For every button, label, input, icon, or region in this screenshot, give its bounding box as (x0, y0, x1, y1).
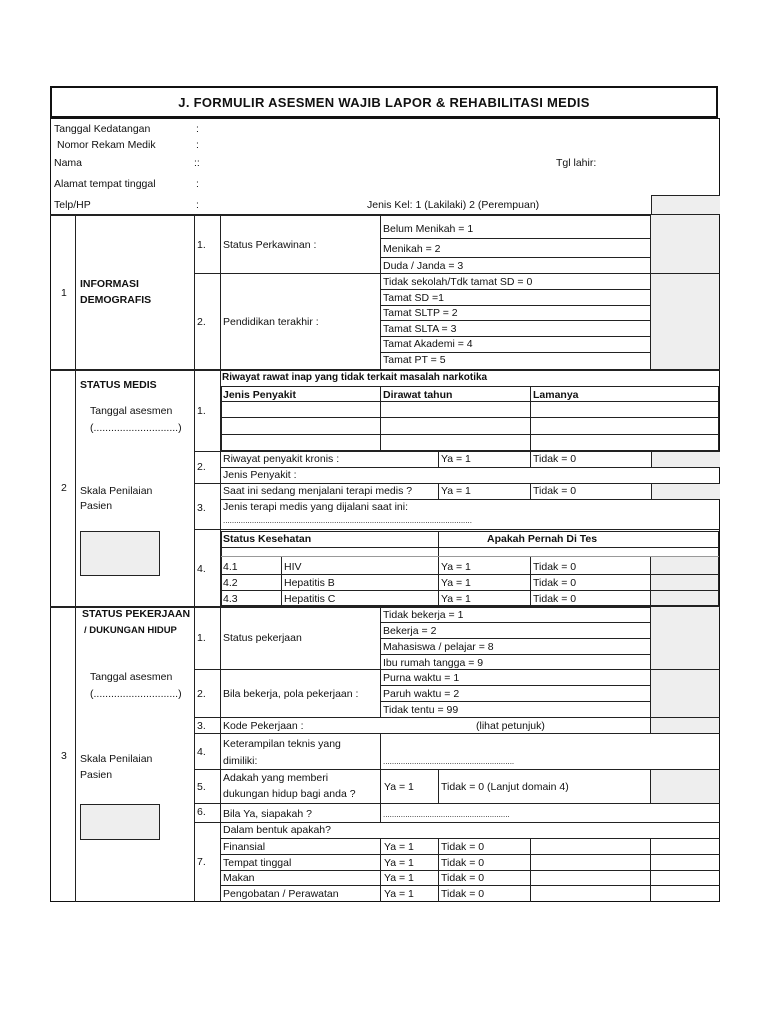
question-number: 2. (197, 316, 206, 328)
label-skala: Pasien (80, 769, 113, 781)
option: Tamat PT = 5 (383, 354, 446, 366)
riwayat-heading: Riwayat rawat inap yang tidak terkait masalah narkotika (222, 372, 488, 383)
option-tidak: Tidak = 0 (441, 841, 485, 853)
section-title: STATUS PEKERJAAN (82, 608, 191, 620)
divider (380, 769, 381, 803)
divider (221, 417, 719, 418)
divider (194, 529, 720, 530)
divider (380, 336, 650, 337)
label-tanggal-asesmen: Tanggal asesmen (90, 405, 173, 417)
answer-line[interactable]: ................................................................................................................ (223, 516, 472, 525)
divider (194, 483, 720, 484)
test-no: 4.2 (223, 577, 238, 589)
question-pola-pekerjaan: Bila bekerja, pola pekerjaan : (223, 688, 359, 700)
option-ya: Ya = 1 (441, 577, 471, 589)
colon: :: (194, 157, 200, 169)
divider (438, 483, 439, 499)
label-tanggal-asesmen: Tanggal asesmen (90, 671, 173, 683)
divider (194, 370, 195, 606)
option: Duda / Janda = 3 (383, 260, 464, 272)
divider (221, 556, 719, 557)
option-tidak: Tidak = 0 (533, 593, 577, 605)
divider (380, 803, 381, 822)
colon: : (196, 139, 199, 151)
question-pendidikan: Pendidikan terakhir : (223, 316, 319, 328)
colon: : (196, 123, 199, 135)
option-tidak: Tidak = 0 (533, 561, 577, 573)
divider (438, 838, 439, 902)
bentuk-label: Finansial (223, 841, 266, 853)
option: Belum Menikah = 1 (383, 223, 474, 235)
divider (650, 838, 651, 902)
option-tidak: Tidak = 0 (441, 872, 485, 884)
divider (50, 369, 720, 371)
bentuk-label: Tempat tinggal (223, 857, 292, 869)
divider (530, 451, 531, 467)
col-dirawat-tahun: Dirawat tahun (383, 389, 453, 401)
option-ya: Ya = 1 (441, 453, 471, 465)
col-jenis-penyakit: Jenis Penyakit (223, 389, 296, 401)
colon: : (196, 178, 199, 190)
option: Tamat SLTP = 2 (383, 307, 458, 319)
option: Tidak bekerja = 1 (383, 609, 464, 621)
question-bentuk: Dalam bentuk apakah? (223, 824, 331, 836)
divider (438, 451, 439, 467)
label-skala: Skala Penilaian (80, 753, 153, 765)
label-skala: Skala Penilaian (80, 485, 153, 497)
divider (281, 556, 282, 606)
divider (75, 215, 76, 369)
option: Tidak tentu = 99 (383, 704, 459, 716)
question-number: 2. (197, 461, 206, 473)
option: Purna waktu = 1 (383, 672, 460, 684)
question-kode-pekerjaan: Kode Pekerjaan : (223, 720, 304, 732)
test-name: Hepatitis B (284, 577, 335, 589)
label-tanggal-kedatangan: Tanggal Kedatangan (54, 123, 151, 135)
skala-input-box[interactable] (80, 804, 160, 840)
divider (194, 769, 720, 770)
divider (220, 885, 720, 886)
question-jenis-terapi: Jenis terapi medis yang dijalani saat ini: (223, 501, 409, 513)
question-number: 1. (197, 405, 206, 417)
test-name: HIV (284, 561, 302, 573)
option-tidak: Tidak = 0 (441, 857, 485, 869)
divider (194, 803, 720, 804)
option-ya: Ya = 1 (441, 561, 471, 573)
divider (651, 574, 719, 575)
divider (194, 717, 720, 718)
label-telp: Telp/HP (54, 199, 91, 211)
divider (194, 822, 720, 823)
section-title: / DUKUNGAN HIDUP (84, 625, 177, 636)
option: Tamat SLTA = 3 (383, 323, 457, 335)
divider (194, 607, 195, 902)
divider (380, 257, 650, 258)
label-nama: Nama (54, 157, 83, 169)
question-kronis: Riwayat penyakit kronis : (223, 453, 340, 465)
divider (380, 320, 650, 321)
section-title: STATUS MEDIS (80, 379, 157, 391)
option: Tidak sekolah/Tdk tamat SD = 0 (383, 276, 533, 288)
label-alamat: Alamat tempat tinggal (54, 178, 156, 190)
divider (220, 467, 720, 468)
option-tidak: Tidak = 0 (Lanjut domain 4) (441, 781, 569, 793)
question-number: 3. (197, 720, 206, 732)
score-cell[interactable] (651, 484, 720, 499)
question-status-pekerjaan: Status pekerjaan (223, 632, 302, 644)
divider (380, 669, 381, 717)
question-dukungan: Adakah yang memberi (223, 772, 329, 784)
question-status-perkawinan: Status Perkawinan : (223, 239, 317, 251)
label-tgl-lahir: Tgl lahir: (556, 157, 597, 169)
question-number: 4. (197, 746, 206, 758)
score-cell[interactable] (651, 770, 719, 803)
divider (438, 769, 439, 803)
divider (194, 215, 195, 369)
label-jenis-kelamin: Jenis Kel: 1 (Lakilaki) 2 (Perempuan) (367, 199, 540, 211)
divider (220, 499, 720, 500)
question-number: 1. (197, 239, 206, 251)
question-number: 5. (197, 781, 206, 793)
form-title: J. FORMULIR ASESMEN WAJIB LAPOR & REHABILITASI MEDIS (50, 86, 718, 118)
test-name: Hepatitis C (284, 593, 336, 605)
divider (221, 547, 719, 548)
question-number: 3. (197, 502, 206, 514)
section-title: INFORMASI (80, 278, 139, 290)
divider (651, 590, 719, 591)
question-number: 7. (197, 856, 206, 868)
divider (530, 483, 531, 499)
answer-line[interactable]: ......................................................... (383, 810, 510, 819)
divider (194, 273, 720, 274)
divider (651, 273, 720, 274)
divider (220, 838, 720, 839)
option-ya: Ya = 1 (384, 781, 414, 793)
divider (75, 370, 76, 606)
divider (220, 215, 221, 369)
question-number: 2. (197, 688, 206, 700)
option-tidak: Tidak = 0 (533, 453, 577, 465)
option-ya: Ya = 1 (384, 872, 414, 884)
question-keterampilan: dimiliki: (223, 755, 258, 767)
divider (194, 451, 720, 452)
score-cell[interactable] (651, 718, 719, 733)
divider (380, 289, 650, 290)
divider (380, 238, 650, 239)
divider (380, 386, 381, 451)
divider (530, 838, 531, 902)
colon: : (196, 199, 199, 211)
option-tidak: Tidak = 0 (533, 577, 577, 589)
hint-lihat-petunjuk: (lihat petunjuk) (476, 720, 545, 732)
option: Tamat Akademi = 4 (383, 338, 473, 350)
divider (75, 607, 76, 902)
question-siapakah: Bila Ya, siapakah ? (223, 808, 312, 820)
answer-line[interactable]: ........................................................... (383, 757, 515, 766)
divider (438, 531, 439, 606)
divider (194, 669, 720, 670)
label-nomor-rekam-medik: Nomor Rekam Medik (57, 139, 156, 151)
divider (194, 733, 720, 734)
divider (380, 654, 650, 655)
option-ya: Ya = 1 (384, 857, 414, 869)
score-cell[interactable] (651, 215, 719, 369)
bentuk-label: Pengobatan / Perawatan (223, 888, 339, 900)
score-cell[interactable] (651, 670, 719, 717)
col-status-kesehatan: Status Kesehatan (223, 533, 312, 545)
divider (380, 622, 650, 623)
divider (220, 607, 221, 902)
question-number: 4. (197, 563, 206, 575)
divider (380, 701, 650, 702)
divider (530, 386, 531, 451)
col-apakah-pernah-dites: Apakah Pernah Di Tes (487, 533, 598, 545)
section-number: 1 (61, 287, 67, 299)
option: Menikah = 2 (383, 243, 441, 255)
divider (220, 870, 720, 871)
divider (530, 556, 531, 606)
option-ya: Ya = 1 (384, 888, 414, 900)
divider (50, 214, 720, 216)
option: Ibu rumah tangga = 9 (383, 657, 484, 669)
option: Paruh waktu = 2 (383, 688, 460, 700)
test-no: 4.1 (223, 561, 238, 573)
section-title: DEMOGRAFIS (80, 294, 152, 306)
divider (221, 574, 719, 575)
date-placeholder: (.............................) (90, 422, 182, 434)
col-lamanya: Lamanya (533, 389, 579, 401)
question-dukungan: dukungan hidup bagi anda ? (223, 788, 356, 800)
divider (380, 838, 381, 902)
date-placeholder: (.............................) (90, 688, 182, 700)
label-skala: Pasien (80, 500, 113, 512)
question-terapi: Saat ini sedang menjalani terapi medis ? (223, 485, 413, 497)
divider (380, 352, 650, 353)
section-number: 2 (61, 482, 67, 494)
divider (220, 854, 720, 855)
option-ya: Ya = 1 (441, 593, 471, 605)
divider (380, 733, 381, 769)
label-jenis-penyakit: Jenis Penyakit : (223, 469, 297, 481)
section-number: 3 (61, 750, 67, 762)
score-cell[interactable] (651, 557, 718, 605)
divider (380, 638, 650, 639)
question-keterampilan: Keterampilan teknis yang (223, 738, 341, 750)
option-tidak: Tidak = 0 (441, 888, 485, 900)
option-ya: Ya = 1 (441, 485, 471, 497)
bentuk-label: Makan (223, 872, 255, 884)
option-tidak: Tidak = 0 (533, 485, 577, 497)
divider (221, 434, 719, 435)
skala-input-box[interactable] (80, 531, 160, 576)
divider (380, 305, 650, 306)
option-ya: Ya = 1 (384, 841, 414, 853)
test-no: 4.3 (223, 593, 238, 605)
divider (221, 401, 719, 402)
question-number: 1. (197, 632, 206, 644)
option: Mahasiswa / pelajar = 8 (383, 641, 494, 653)
score-cell[interactable] (651, 452, 720, 467)
option: Bekerja = 2 (383, 625, 437, 637)
question-number: 6. (197, 806, 206, 818)
option: Tamat SD =1 (383, 292, 444, 304)
score-cell[interactable] (651, 607, 719, 669)
divider (380, 685, 650, 686)
score-cell[interactable] (651, 195, 720, 215)
divider (221, 590, 719, 591)
